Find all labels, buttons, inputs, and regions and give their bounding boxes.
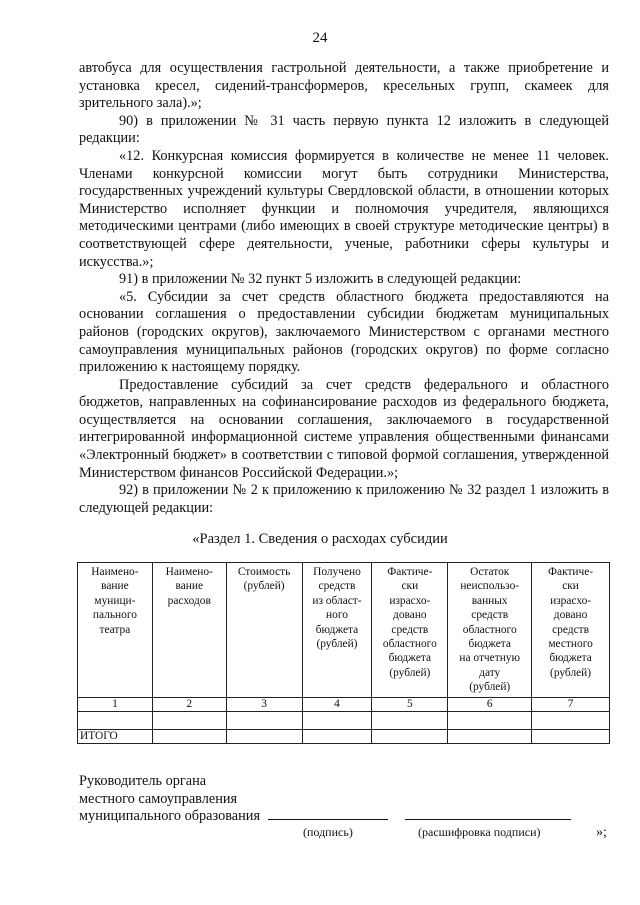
table-cell	[448, 711, 532, 729]
page-number: 24	[312, 30, 328, 46]
paragraph-quote-12: «12. Конкурсная комиссия формируется в количестве не менее 11 человек. Членами конкурсной комиссии могут быть сотрудники Министерства, государственных учреждений культуры Свердловской области, в отношении которых Министерство исполняет функции и полномочия учредителя, являющихся методическими центрами (либо имеющих в своей структуре методические центры) в соответствующей сфере деятельности, ученые, работники сферы культуры и искусства.»;	[79, 147, 609, 270]
table-cell	[302, 729, 372, 743]
paragraph-item-91: 91) в приложении № 32 пункт 5 изложить в следующей редакции:	[119, 271, 522, 288]
paragraph-subsidies: Предоставление субсидий за счет средств федерального и областного бюджетов, направленных на софинансирование расходов из федерального бюджета, осуществляется на основании соглашения, заключаемого в государственной интегрированной информационной системе управления общественными финансами «Электронный бюджет» в соответствии с типовой формой соглашения, утвержденной Министерством финансов Российской Федерации.»;	[79, 376, 609, 481]
section-title: «Раздел 1. Сведения о расходах субсидии	[192, 531, 448, 547]
subsidy-expenses-table	[77, 562, 610, 744]
header-received-regional: Получено средств из област- ного бюджета (рублей)	[302, 563, 372, 698]
table-cell	[152, 711, 226, 729]
header-expense-name: Наимено- вание расходов	[152, 563, 226, 698]
table-cell	[372, 711, 448, 729]
table-cell	[302, 711, 372, 729]
document-body	[79, 60, 609, 517]
column-number: 7	[532, 697, 610, 711]
column-number: 3	[226, 697, 302, 711]
table-header-row	[78, 563, 610, 698]
table-cell	[78, 711, 153, 729]
signatory-line-3	[79, 808, 571, 826]
paragraph-item-92: 92) в приложении № 2 к приложению к приложению № 32 раздел 1 изложить в следующей редакции:	[79, 482, 609, 516]
table-cell	[532, 711, 610, 729]
table-cell	[152, 729, 226, 743]
paragraph-continuation: автобуса для осуществления гастрольной деятельности, а также приобретение и установка кресел, сидений-трансформеров, кресельных групп, скамеек для зрительного зала).»;	[79, 60, 609, 112]
table-cell	[226, 711, 302, 729]
column-number: 6	[448, 697, 532, 711]
signatory-line-1: Руководитель органа	[79, 773, 207, 789]
table-row	[78, 711, 610, 729]
column-number: 2	[152, 697, 226, 711]
header-cost: Стоимость (рублей)	[226, 563, 302, 698]
table-cell	[372, 729, 448, 743]
signatory-line-2: местного самоуправления	[79, 790, 238, 807]
table-cell	[532, 729, 610, 743]
paragraph-quote-5: «5. Субсидии за счет средств областного бюджета предоставляются на основании соглашения о предоставлении субсидии бюджетам муниципальных районов (городских округов), заключаемого Министерством с органами местного самоуправления муниципальных районов (городских округов) по форме согласно приложению к настоящему порядку.	[79, 288, 609, 376]
signature-caption: (подпись)	[303, 825, 353, 839]
closing-quote: »;	[596, 825, 607, 840]
header-theatre-name: Наимено- вание муници- пального театра	[78, 563, 153, 698]
table-cell	[448, 729, 532, 743]
signatory-line-3-text: муниципального образования	[79, 808, 261, 824]
table-cell	[226, 729, 302, 743]
total-label: ИТОГО	[78, 729, 153, 743]
column-number: 4	[302, 697, 372, 711]
signature-line	[268, 819, 388, 820]
column-number: 5	[372, 697, 448, 711]
decoding-caption: (расшифровка подписи)	[418, 825, 541, 839]
header-spent-local: Фактиче- ски израсхо- довано средств местного бюджета (рублей)	[532, 563, 610, 698]
header-remaining-regional: Остаток неиспользо- ванных средств областного бюджета на отчетную дату (рублей)	[448, 563, 532, 698]
column-number: 1	[78, 697, 153, 711]
signature-block	[79, 773, 571, 826]
table-column-numbers-row	[78, 697, 610, 711]
paragraph-item-90: 90) в приложении № 31 часть первую пункта 12 изложить в следующей редакции:	[79, 112, 609, 147]
header-spent-regional: Фактиче- ски израсхо- довано средств областного бюджета (рублей)	[372, 563, 448, 698]
table-total-row	[78, 729, 610, 743]
decoding-line	[405, 819, 571, 820]
